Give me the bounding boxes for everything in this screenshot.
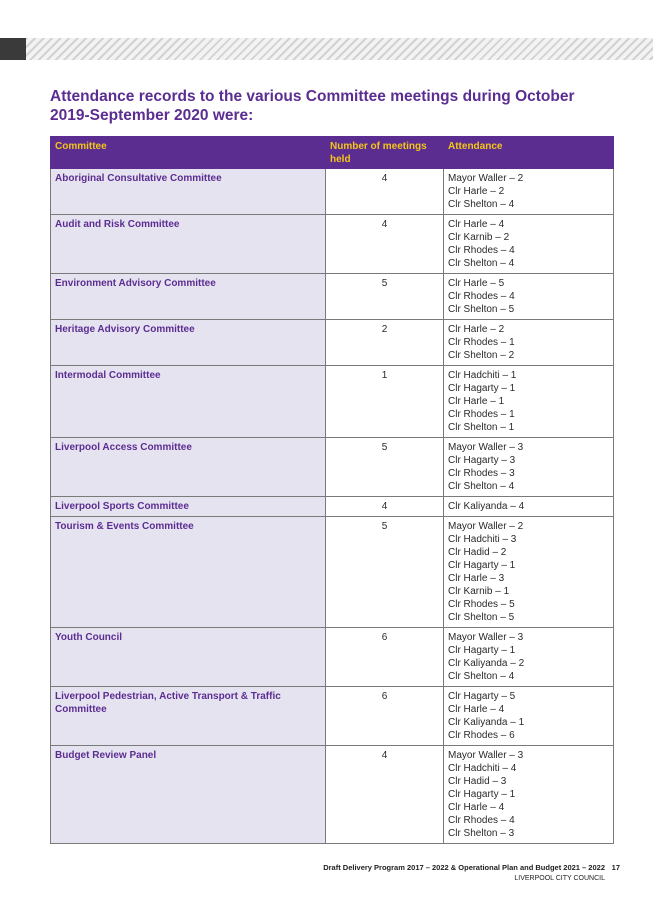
table-header-row [51,137,614,169]
committee-name-cell: Tourism & Events Committee [51,517,326,628]
footer-page-number: 17 [611,863,620,872]
attendance-cell [444,169,614,215]
page-tab-marker [0,38,26,60]
meetings-count-cell: 5 [326,274,444,320]
decorative-stripe-band [0,38,653,60]
table-row [51,628,614,687]
attendance-cell [444,438,614,497]
meetings-count-cell: 5 [326,438,444,497]
attendance-entry: Clr Hadchiti – 4 [448,763,517,774]
table-row [51,274,614,320]
meetings-count-cell: 6 [326,687,444,746]
meetings-count-cell: 5 [326,517,444,628]
header-committee: Committee [51,137,326,169]
attendance-entry: Clr Harle – 4 [448,704,505,715]
attendance-entry: Clr Harle – 2 [448,186,505,197]
attendance-entry: Clr Rhodes – 4 [448,245,515,256]
meetings-count-cell: 4 [326,215,444,274]
header-attendance: Attendance [444,137,614,169]
attendance-entry: Clr Harle – 2 [448,324,505,335]
attendance-entry: Clr Harle – 5 [448,278,505,289]
attendance-entry: Clr Karnib – 2 [448,232,510,243]
committee-name-cell: Aboriginal Consultative Committee [51,169,326,215]
attendance-entry: Clr Hadid – 3 [448,776,507,787]
attendance-entry: Clr Hagarty – 1 [448,789,516,800]
table-row [51,320,614,366]
attendance-cell [444,746,614,844]
attendance-cell [444,687,614,746]
attendance-entry: Clr Hagarty – 1 [448,645,516,656]
attendance-entry: Clr Hadchiti – 3 [448,534,517,545]
table-row [51,169,614,215]
attendance-entry: Clr Rhodes – 4 [448,815,515,826]
committee-name-cell: Budget Review Panel [51,746,326,844]
header-meetings: Number of meetings held [326,137,444,169]
attendance-cell [444,628,614,687]
attendance-entry: Clr Harle – 4 [448,219,505,230]
attendance-entry: Clr Hadid – 2 [448,547,507,558]
attendance-entry: Clr Shelton – 4 [448,199,515,210]
attendance-entry: Clr Rhodes – 1 [448,409,515,420]
table-row [51,746,614,844]
attendance-entry: Clr Karnib – 1 [448,586,510,597]
attendance-entry: Clr Rhodes – 6 [448,730,515,741]
committee-name-cell: Heritage Advisory Committee [51,320,326,366]
table-row [51,687,614,746]
table-row [51,497,614,517]
attendance-entry: Clr Kaliyanda – 2 [448,658,525,669]
attendance-entry: Clr Hagarty – 5 [448,691,516,702]
footer-document-title: Draft Delivery Program 2017 – 2022 & Operational Plan and Budget 2021 – 2022 [323,863,605,872]
attendance-entry: Clr Shelton – 1 [448,422,515,433]
committee-name-cell: Liverpool Pedestrian, Active Transport & Traffic Committee [51,687,326,746]
attendance-entry: Clr Kaliyanda – 1 [448,717,525,728]
table-row [51,366,614,438]
table-row [51,517,614,628]
attendance-entry: Clr Hagarty – 1 [448,560,516,571]
attendance-cell [444,320,614,366]
attendance-cell [444,517,614,628]
attendance-entry: Clr Harle – 1 [448,396,505,407]
attendance-entry: Clr Rhodes – 3 [448,468,515,479]
committee-name-cell: Youth Council [51,628,326,687]
attendance-entry: Clr Rhodes – 5 [448,599,515,610]
attendance-entry: Mayor Waller – 3 [448,750,524,761]
table-body [51,169,614,844]
footer-organisation: LIVERPOOL CITY COUNCIL [514,875,605,882]
attendance-entry: Clr Harle – 3 [448,573,505,584]
attendance-entry: Mayor Waller – 3 [448,442,524,453]
table-row [51,438,614,497]
committee-name-cell: Environment Advisory Committee [51,274,326,320]
meetings-count-cell: 4 [326,497,444,517]
attendance-entry: Clr Hagarty – 1 [448,383,516,394]
committee-name-cell: Intermodal Committee [51,366,326,438]
attendance-cell [444,497,614,517]
attendance-entry: Mayor Waller – 3 [448,632,524,643]
attendance-entry: Clr Shelton – 5 [448,304,515,315]
attendance-entry: Clr Rhodes – 1 [448,337,515,348]
committee-name-cell: Audit and Risk Committee [51,215,326,274]
attendance-cell [444,274,614,320]
meetings-count-cell: 1 [326,366,444,438]
attendance-cell [444,366,614,438]
attendance-entry: Clr Shelton – 3 [448,828,515,839]
attendance-entry: Clr Hagarty – 3 [448,455,516,466]
committee-name-cell: Liverpool Access Committee [51,438,326,497]
page-heading: Attendance records to the various Committee meetings during October 2019-September 2020 were: [50,88,575,124]
committee-name-cell: Liverpool Sports Committee [51,497,326,517]
attendance-entry: Clr Rhodes – 4 [448,291,515,302]
meetings-count-cell: 4 [326,746,444,844]
attendance-table [50,136,614,844]
meetings-count-cell: 2 [326,320,444,366]
attendance-entry: Clr Shelton – 5 [448,612,515,623]
attendance-entry: Mayor Waller – 2 [448,173,524,184]
attendance-entry: Clr Harle – 4 [448,802,505,813]
attendance-entry: Mayor Waller – 2 [448,521,524,532]
meetings-count-cell: 4 [326,169,444,215]
meetings-count-cell: 6 [326,628,444,687]
attendance-entry: Clr Kaliyanda – 4 [448,501,525,512]
attendance-entry: Clr Shelton – 2 [448,350,515,361]
attendance-entry: Clr Shelton – 4 [448,671,515,682]
attendance-entry: Clr Hadchiti – 1 [448,370,517,381]
attendance-cell [444,215,614,274]
attendance-entry: Clr Shelton – 4 [448,481,515,492]
table-row [51,215,614,274]
attendance-entry: Clr Shelton – 4 [448,258,515,269]
